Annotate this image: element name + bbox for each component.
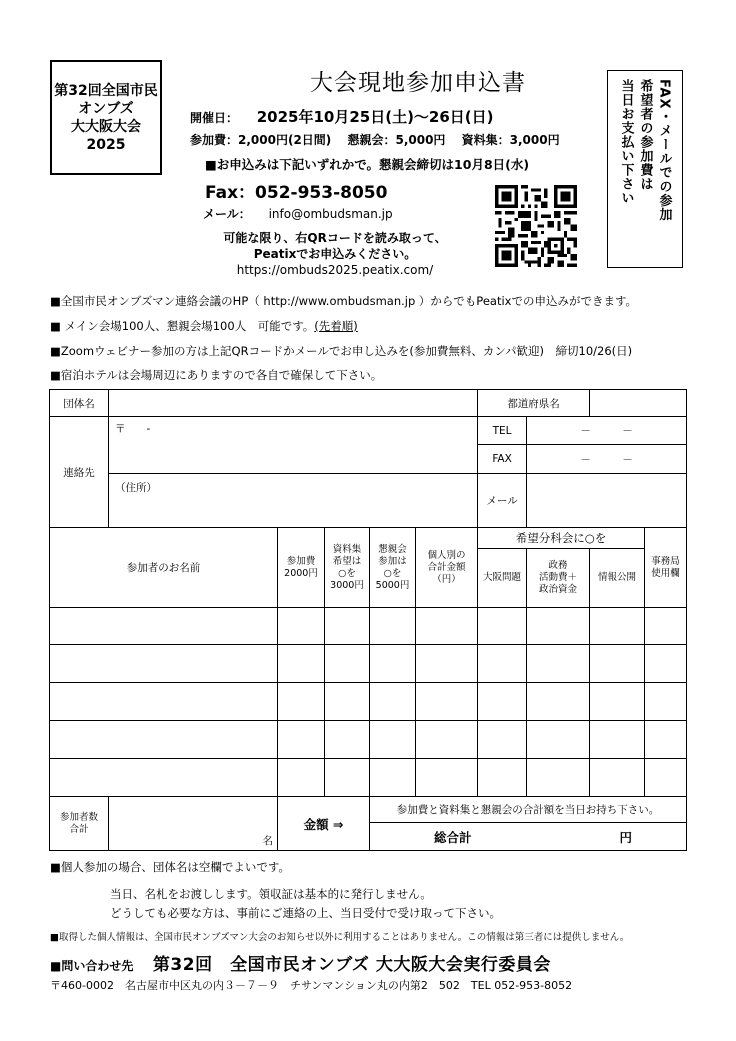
table-row — [50, 608, 687, 645]
session-cell[interactable] — [527, 759, 590, 797]
session-cell[interactable] — [478, 759, 527, 797]
capacity-text: ■ メイン会場100人、懇親会場100人 可能です。 — [50, 319, 315, 333]
amount-label: 金額 ⇒ — [278, 797, 370, 851]
qr-text-line2: Peatixでお申込みください。 — [253, 247, 417, 261]
header-session-info-disclosure: 情報公開 — [590, 549, 645, 608]
materials-cell[interactable] — [325, 683, 370, 721]
contact-organization: 第32回 全国市民オンブズ 大大阪大会実行委員会 — [152, 955, 551, 975]
session-cell[interactable] — [527, 721, 590, 759]
office-cell — [645, 759, 687, 797]
fax-field[interactable]: － － — [527, 445, 687, 474]
contact-label: ■問い合わせ先 — [50, 959, 134, 973]
header-total: 個人別の 合計金額 （円） — [416, 528, 478, 608]
table-row — [50, 759, 687, 797]
prefecture-label: 都道府県名 — [478, 390, 590, 417]
header-session-political-funds: 政務 活動費＋ 政治資金 — [527, 549, 590, 608]
contact-label: 連絡先 — [50, 417, 109, 528]
peatix-url[interactable]: https://ombuds2025.peatix.com/ — [236, 263, 434, 277]
note-privacy: ■取得した個人情報は、全国市民オンブズマン大会のお知らせ以外に利用することはありません。この情報は第三者には提供しません。 — [50, 932, 630, 943]
total-cell[interactable] — [416, 721, 478, 759]
total-cell[interactable] — [416, 608, 478, 645]
participant-name-cell[interactable] — [50, 721, 278, 759]
fee-cell[interactable] — [278, 759, 325, 797]
office-cell — [645, 608, 687, 645]
session-cell[interactable] — [478, 608, 527, 645]
header-office: 事務局 使用欄 — [645, 528, 687, 608]
party-cell[interactable] — [370, 759, 416, 797]
fax-number: Fax：052-953-8050 — [205, 183, 388, 203]
session-cell[interactable] — [527, 683, 590, 721]
fee-participation: 参加費：2,000円(2日間) — [190, 133, 332, 147]
event-logo-box — [50, 60, 162, 175]
payment-note — [617, 79, 674, 221]
fee-party: 懇親会：5,000円 — [347, 133, 446, 147]
dates-value: 2025年10月25日(土)～26日(日) — [256, 108, 494, 126]
materials-cell[interactable] — [325, 759, 370, 797]
prefecture-field[interactable] — [590, 390, 687, 417]
table-row — [50, 645, 687, 683]
bring-note: 参加費と資料集と懇親会の合計額を当日お持ち下さい。 — [370, 797, 687, 823]
participant-count-label: 参加者数 合計 — [50, 797, 109, 851]
participant-name-cell[interactable] — [50, 683, 278, 721]
payment-note-line: 当日お支払い下さい — [618, 79, 634, 205]
materials-cell[interactable] — [325, 721, 370, 759]
session-cell[interactable] — [590, 759, 645, 797]
header-session-osaka: 大阪問題 — [478, 549, 527, 608]
header-sessions: 希望分科会に○を — [478, 528, 645, 549]
office-cell — [645, 645, 687, 683]
session-cell[interactable] — [590, 608, 645, 645]
party-cell[interactable] — [370, 608, 416, 645]
fee-materials: 資料集：3,000円 — [461, 133, 560, 147]
email-line — [203, 205, 393, 222]
email-label: メール： — [203, 207, 251, 221]
fee-cell[interactable] — [278, 608, 325, 645]
payment-note-box — [607, 70, 683, 268]
event-logo-line: オンブズ — [78, 100, 134, 117]
office-cell — [645, 721, 687, 759]
postal-field[interactable] — [109, 417, 478, 474]
group-name-field[interactable] — [109, 390, 478, 417]
event-logo-line: 大大阪大会 — [71, 118, 141, 135]
note-receipt: どうしても必要な方は、事前にご連絡の上、当日受付で受け取って下さい。 — [110, 906, 501, 920]
info-capacity — [50, 318, 358, 334]
note-individual: ■個人参加の場合、団体名は空欄でよいです。 — [50, 860, 290, 874]
session-cell[interactable] — [527, 608, 590, 645]
fees-line — [190, 131, 572, 148]
session-cell[interactable] — [478, 645, 527, 683]
grand-total-yen: 円 — [619, 829, 633, 845]
header-materials: 資料集 希望は ○を 3000円 — [325, 528, 370, 608]
total-cell[interactable] — [416, 645, 478, 683]
fax-label: FAX — [478, 445, 527, 474]
table-row — [50, 683, 687, 721]
qr-code-icon[interactable] — [495, 185, 577, 267]
page-title: 大会現地参加申込書 — [310, 70, 526, 96]
event-logo-line: 第32回全国市民 — [54, 82, 158, 99]
payment-note-line: FAX・メールでの参加 — [656, 79, 672, 222]
participant-name-cell[interactable] — [50, 759, 278, 797]
dates-label: 開催日： — [190, 111, 239, 125]
header-fee: 参加費 2000円 — [278, 528, 325, 608]
mail-field[interactable] — [527, 474, 687, 528]
session-cell[interactable] — [590, 645, 645, 683]
capacity-note: (先着順) — [314, 319, 358, 333]
address-label: （住所） — [115, 482, 157, 494]
party-cell[interactable] — [370, 683, 416, 721]
grand-total-label: 総合計 — [434, 829, 472, 845]
fee-cell[interactable] — [278, 721, 325, 759]
tel-field[interactable]: － － — [527, 417, 687, 445]
payment-note-line: 希望者の参加費は — [637, 79, 653, 191]
info-hp: ■全国市民オンブズマン連絡会議のHP（ http://www.ombudsman.jp ）からでもPeatixでの申込みができます。 — [50, 294, 638, 308]
postal-mark: 〒 - — [115, 423, 151, 435]
email-address[interactable]: info@ombudsman.jp — [268, 207, 393, 221]
application-form-table — [49, 389, 687, 851]
participant-count-field[interactable] — [109, 797, 278, 851]
mail-label: メール — [478, 474, 527, 528]
participant-name-cell[interactable] — [50, 645, 278, 683]
session-cell[interactable] — [590, 721, 645, 759]
fee-cell[interactable] — [278, 683, 325, 721]
group-name-label: 団体名 — [50, 390, 109, 417]
party-cell[interactable] — [370, 721, 416, 759]
address-field[interactable] — [109, 474, 478, 528]
event-dates — [190, 106, 494, 127]
qr-text-line1: 可能な限り、右QRコードを読み取って、 — [223, 231, 447, 245]
event-logo-line: 2025 — [86, 136, 126, 153]
materials-cell[interactable] — [325, 645, 370, 683]
qr-instructions — [200, 230, 470, 278]
tel-label: TEL — [478, 417, 527, 445]
table-row — [50, 721, 687, 759]
fee-cell[interactable] — [278, 645, 325, 683]
contact-line — [50, 950, 551, 975]
info-hotel: ■宿泊ホテルは会場周辺にありますので各自で確保して下さい。 — [50, 368, 383, 382]
header-party: 懇親会 参加は ○を 5000円 — [370, 528, 416, 608]
party-cell[interactable] — [370, 645, 416, 683]
participant-name-cell[interactable] — [50, 608, 278, 645]
header-name: 参加者のお名前 — [50, 528, 278, 608]
session-cell[interactable] — [527, 645, 590, 683]
contact-address: 〒460-0002 名古屋市中区丸の内３－７－９ チサンマンション丸の内第2 502 TEL 052-953-8052 — [50, 979, 573, 992]
session-cell[interactable] — [590, 683, 645, 721]
total-cell[interactable] — [416, 759, 478, 797]
materials-cell[interactable] — [325, 608, 370, 645]
info-zoom: ■Zoomウェビナー参加の方は上記QRコードかメールでお申し込みを(参加費無料、カンパ歓迎) 締切10/26(日) — [50, 344, 633, 358]
deadline-note: ■お申込みは下記いずれかで。懇親会締切は10月8日(水) — [205, 157, 530, 172]
count-unit: 名 — [262, 835, 273, 847]
total-cell[interactable] — [416, 683, 478, 721]
office-cell — [645, 683, 687, 721]
note-nametag: 当日、名札をお渡しします。領収証は基本的に発行しません。 — [110, 887, 432, 901]
session-cell[interactable] — [478, 683, 527, 721]
grand-total-field[interactable] — [370, 823, 687, 851]
session-cell[interactable] — [478, 721, 527, 759]
